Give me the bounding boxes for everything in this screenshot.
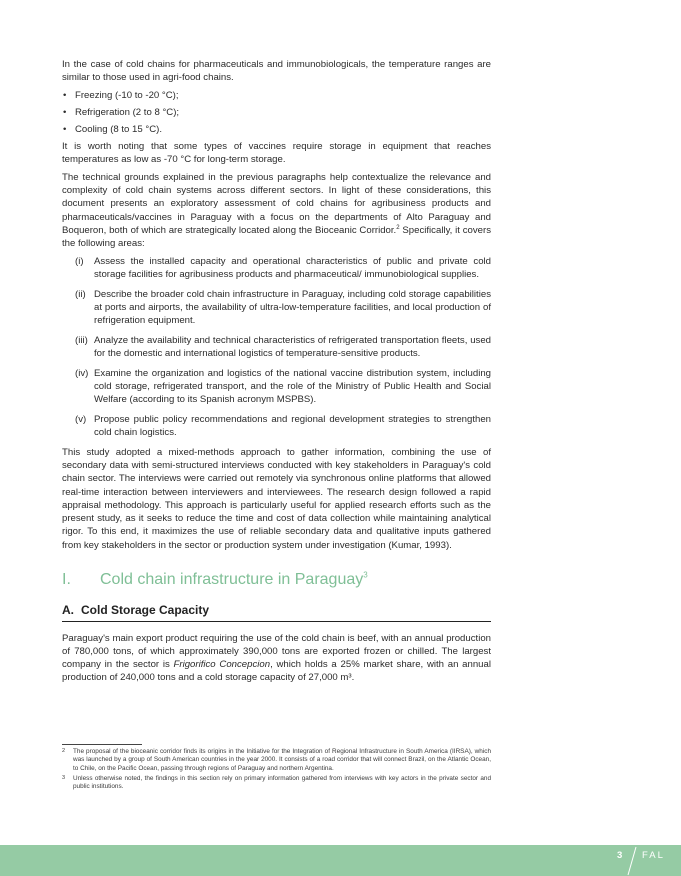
paragraph-pharma-intro: In the case of cold chains for pharmaceuticals and immunobiologicals, the temperature ranges are similar to those used in agri-food chains.: [62, 59, 491, 84]
footnote-2: [62, 748, 491, 773]
bullet-marker: •: [63, 90, 67, 102]
footnote-divider: [62, 744, 142, 745]
temperature-range-list: [62, 89, 491, 136]
paragraph-scope-text-end: Specifically, it covers the following areas:: [62, 224, 492, 249]
subsection-title: Cold Storage Capacity: [81, 602, 210, 617]
bullet-marker: •: [63, 107, 67, 119]
company-name: Frigorifico Concepcion: [173, 659, 271, 671]
footer-band: [0, 845, 681, 876]
bullet-marker: •: [63, 123, 67, 135]
list-item-text: Analyze the availability and technical characteristics of refrigerated transportation fleets, used for the domestic and international logistics of temperature-sensitive products.: [94, 335, 491, 360]
paragraph-vaccine-storage: It is worth noting that some types of vaccines require storage in equipment that reaches temperatures as low as -70 °C for long-term storage.: [62, 140, 491, 165]
list-item: [62, 255, 491, 281]
list-item-text: Propose public policy recommendations and regional development strategies to strengthen cold chain logistics.: [94, 414, 491, 439]
publication-label: FAL: [642, 850, 665, 861]
section-title: Cold chain infrastructure in Paraguay: [100, 570, 364, 588]
subsection-heading: [62, 603, 491, 622]
footnote-text: The proposal of the bioceanic corridor finds its origins in the Initiative for the Integration of Regional Infrastructure in South America (IIRSA), which was launched by a group of South American countries in the year 2000. It consists of a road corridor that will connect Brazil, on the Atlantic Ocean, to Chile, on the Pacific Ocean, passing through regions of Paraguay and northern Argentina.: [73, 748, 491, 772]
section-heading: [62, 570, 491, 590]
item-number: (ii): [75, 289, 86, 301]
paragraph-methodology: This study adopted a mixed-methods approach to gather information, combining the use of secondary data with semi-structured interviews conducted with key stakeholders in Paraguay's cold chain sector. The interviews were carried out remotely via synchronous online platforms that allowed real-time interaction between interviewers and interviewees. The research design followed a rapid appraisal methodology. This approach is particularly useful for applied research efforts such as the present study, as it seeks to reduce the time and cost of data collection while maintaining analytical rigor. To this end, it maximizes the use of reliable secondary data and qualitative inputs gathered from key stakeholders in the sector or production system under investigation (Kumar, 1993).: [62, 447, 491, 551]
paragraph-beef-exports: [62, 632, 491, 685]
footnotes: [62, 744, 491, 793]
list-item: [62, 89, 491, 102]
footnote-number: 3: [62, 774, 66, 781]
list-item-text: Describe the broader cold chain infrastructure in Paraguay, including cold storage capabilities at ports and airports, the availability of ultra-low-temperature facilities, and local production of refrigeration equipment.: [94, 289, 491, 327]
paragraph-beef-text-end: , which holds a 25% market share, with an annual production of 240,000 tons and a cold storage capacity of 27,000 m³.: [62, 659, 491, 684]
footnote-ref-3[interactable]: 3: [363, 570, 368, 580]
list-item-text: Refrigeration (2 to 8 °C);: [75, 107, 180, 119]
list-item: [62, 413, 491, 439]
footer-slash-divider: [625, 845, 639, 876]
page-number: 3: [617, 850, 623, 861]
subsection-label: A.: [62, 602, 74, 617]
list-item-text: Cooling (8 to 15 °C).: [75, 123, 163, 135]
list-item: [62, 288, 491, 328]
list-item: [62, 106, 491, 119]
item-number: (iii): [75, 335, 88, 347]
list-item-text: Freezing (-10 to -20 °C);: [75, 90, 179, 102]
paragraph-scope: [62, 171, 491, 250]
section-title-wrap: [100, 570, 368, 590]
list-item-text: Assess the installed capacity and operational characteristics of public and private cold storage facilities for agribusiness products and pharmaceutical/ immunobiological supplies.: [94, 256, 491, 281]
list-item: [62, 123, 491, 136]
list-item-text: Examine the organization and logistics of the national vaccine distribution system, including cold storage, refrigerated transport, and the role of the Ministry of Public Health and Social Welfare (according to its Spanish acronym MSPBS).: [94, 368, 491, 406]
section-number: I.: [62, 570, 71, 588]
areas-list: [62, 255, 491, 439]
paragraph-beef-text: Paraguay's main export product requiring the use of the cold chain is beef, with an annual production of 780,000 tons, of which approximately 390,000 tons are exported frozen or chilled. The largest company in the sector is: [62, 632, 491, 671]
footnote-3: [62, 775, 491, 792]
item-number: (iv): [75, 368, 89, 380]
footnote-text: Unless otherwise noted, the findings in this section rely on primary information gathered from interviews with key actors in the private sector and public institutions.: [73, 774, 491, 791]
paragraph-scope-text: The technical grounds explained in the previous paragraphs help contextualize the relevance and complexity of cold chain systems across different sectors. In light of these considerations, this document presents an exploratory assessment of cold chains for agribusiness products and pharmaceuticals/vaccines in Paraguay with a focus on the departments of Alto Paraguay and Boqueron, both of which are strategically located along the Bioceanic Corridor.: [62, 171, 491, 236]
list-item: [62, 367, 491, 407]
list-item: [62, 334, 491, 360]
footnote-number: 2: [62, 748, 66, 754]
item-number: (i): [75, 256, 84, 268]
page-body: [62, 58, 491, 690]
footnote-ref-2[interactable]: 2: [396, 224, 400, 231]
item-number: (v): [75, 414, 87, 426]
